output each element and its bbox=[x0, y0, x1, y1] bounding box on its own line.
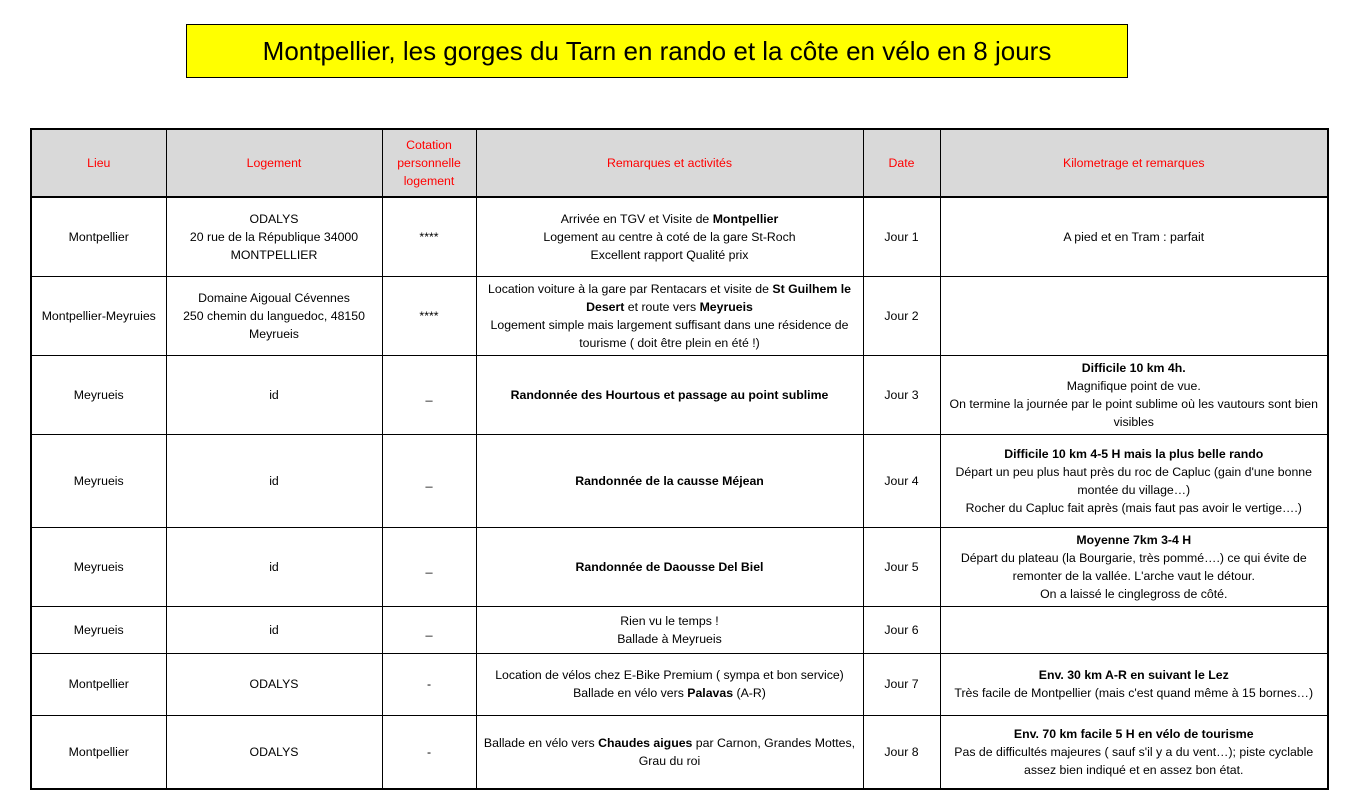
header-date: Date bbox=[863, 129, 940, 197]
cell-kilometrage bbox=[940, 527, 1328, 606]
cell-logement: ODALYS bbox=[166, 715, 382, 789]
remarques-line bbox=[481, 684, 859, 702]
remarques-text: et route vers bbox=[624, 299, 700, 314]
table-row bbox=[31, 653, 1328, 715]
header-lieu: Lieu bbox=[31, 129, 166, 197]
table-row bbox=[31, 197, 1328, 276]
remarques-line bbox=[481, 734, 859, 752]
remarques-text: Ballade en vélo vers bbox=[573, 686, 688, 700]
cell-kilometrage bbox=[940, 355, 1328, 434]
cell-date: Jour 7 bbox=[863, 653, 940, 715]
cell-date: Jour 3 bbox=[863, 355, 940, 434]
km-line: remonter de la vallée. L'arche vaut le détour. bbox=[1012, 568, 1255, 583]
table-row bbox=[31, 606, 1328, 653]
remarques-line bbox=[481, 280, 859, 298]
cell-remarques bbox=[476, 715, 863, 789]
km-line: Très facile de Montpellier (mais c'est quand même à 15 bornes…) bbox=[954, 686, 1314, 700]
cell-cotation: - bbox=[382, 653, 476, 715]
cell-lieu: Montpellier bbox=[31, 197, 166, 276]
cell-cotation: _ bbox=[382, 527, 476, 606]
remarques-text: Location voiture à la gare par Rentacars et visite de bbox=[488, 281, 773, 296]
km-line: assez bien indiqué et en assez bon état. bbox=[1024, 762, 1244, 777]
remarques-line: Logement au centre à coté de la gare St-Roch bbox=[543, 229, 796, 244]
remarques-place: Montpellier bbox=[712, 211, 779, 226]
cell-date: Jour 1 bbox=[863, 197, 940, 276]
km-line: Magnifique point de vue. bbox=[1066, 378, 1201, 393]
logement-line: ODALYS bbox=[249, 211, 299, 226]
remarques-place: Desert bbox=[586, 299, 625, 314]
header-kilometrage: Kilometrage et remarques bbox=[940, 129, 1328, 197]
cell-date: Jour 4 bbox=[863, 434, 940, 527]
cell-remarques bbox=[476, 606, 863, 653]
km-line: On a laissé le cinglegross de côté. bbox=[1040, 586, 1228, 601]
cell-logement: id bbox=[166, 355, 382, 434]
remarques-line: Excellent rapport Qualité prix bbox=[590, 247, 749, 262]
remarques-place: Meyrueis bbox=[699, 299, 753, 314]
cell-remarques bbox=[476, 276, 863, 355]
table-row bbox=[31, 715, 1328, 789]
header-cotation bbox=[382, 129, 476, 197]
cell-logement: id bbox=[166, 434, 382, 527]
cell-kilometrage bbox=[940, 276, 1328, 355]
cell-remarques bbox=[476, 197, 863, 276]
remarques-line bbox=[481, 298, 859, 316]
header-logement: Logement bbox=[166, 129, 382, 197]
page-title: Montpellier, les gorges du Tarn en rando et la côte en vélo en 8 jours bbox=[262, 35, 1052, 66]
header-remarques: Remarques et activités bbox=[476, 129, 863, 197]
remarques-place: St Guilhem le bbox=[772, 281, 851, 296]
cell-lieu: Meyrueis bbox=[31, 355, 166, 434]
cell-lieu: Montpellier bbox=[31, 653, 166, 715]
cell-cotation: - bbox=[382, 715, 476, 789]
header-cotation-line: Cotation bbox=[406, 138, 452, 152]
remarques-place: Chaudes aigues bbox=[598, 735, 693, 750]
cell-cotation: _ bbox=[382, 606, 476, 653]
activity-title: Randonnée de Daousse Del Biel bbox=[575, 559, 764, 574]
km-line: Départ un peu plus haut près du roc de Capluc (gain d'une bonne bbox=[955, 464, 1312, 479]
remarques-text: (A-R) bbox=[733, 686, 766, 700]
cell-lieu: Meyrueis bbox=[31, 434, 166, 527]
cell-remarques bbox=[476, 434, 863, 527]
table-row bbox=[31, 527, 1328, 606]
km-summary: Moyenne 7km 3-4 H bbox=[1076, 532, 1192, 547]
logement-line: Domaine Aigoual Cévennes bbox=[198, 290, 350, 305]
km-line: Pas de difficultés majeures ( sauf s'il y a du vent…); piste cyclable bbox=[954, 744, 1314, 759]
remarques-line: Ballade à Meyrueis bbox=[617, 631, 722, 646]
remarques-line bbox=[481, 210, 859, 228]
remarques-line: Logement simple mais largement suffisant dans une résidence de bbox=[490, 317, 849, 332]
remarques-text: par Carnon, Grandes Mottes, bbox=[692, 735, 856, 750]
remarques-text: Ballade en vélo vers bbox=[483, 735, 599, 750]
table-row bbox=[31, 434, 1328, 527]
remarques-line: Location de vélos chez E-Bike Premium ( sympa et bon service) bbox=[495, 668, 844, 682]
logement-line: Meyrueis bbox=[249, 326, 299, 341]
cell-lieu: Meyrueis bbox=[31, 606, 166, 653]
table-row bbox=[31, 276, 1328, 355]
cell-date: Jour 8 bbox=[863, 715, 940, 789]
km-line: On termine la journée par le point sublime où les vautours sont bien bbox=[949, 396, 1318, 411]
cell-date: Jour 6 bbox=[863, 606, 940, 653]
cell-cotation: **** bbox=[382, 276, 476, 355]
cell-kilometrage: A pied et en Tram : parfait bbox=[940, 197, 1328, 276]
cell-date: Jour 5 bbox=[863, 527, 940, 606]
cell-cotation: _ bbox=[382, 434, 476, 527]
cell-remarques bbox=[476, 527, 863, 606]
km-line: visibles bbox=[1113, 414, 1154, 429]
header-row bbox=[31, 129, 1328, 197]
cell-kilometrage bbox=[940, 434, 1328, 527]
km-line: Départ du plateau (la Bourgarie, très pommé….) ce qui évite de bbox=[960, 550, 1307, 565]
km-line: montée du village…) bbox=[1077, 482, 1191, 497]
cell-logement: id bbox=[166, 527, 382, 606]
remarques-line: Grau du roi bbox=[638, 753, 701, 768]
cell-cotation: _ bbox=[382, 355, 476, 434]
cell-logement: ODALYS bbox=[166, 653, 382, 715]
cell-date: Jour 2 bbox=[863, 276, 940, 355]
cell-logement: id bbox=[166, 606, 382, 653]
cell-kilometrage bbox=[940, 715, 1328, 789]
cell-remarques bbox=[476, 355, 863, 434]
cell-logement bbox=[166, 197, 382, 276]
cell-cotation: **** bbox=[382, 197, 476, 276]
remarques-place: Palavas bbox=[687, 686, 734, 700]
km-summary: Difficile 10 km 4h. bbox=[1081, 360, 1186, 375]
remarques-line: tourisme ( doit être plein en été !) bbox=[579, 335, 760, 350]
cell-remarques bbox=[476, 653, 863, 715]
header-cotation-line: personnelle bbox=[397, 156, 461, 170]
itinerary-table bbox=[30, 128, 1329, 790]
cell-kilometrage bbox=[940, 653, 1328, 715]
km-summary: Difficile 10 km 4-5 H mais la plus belle rando bbox=[1004, 446, 1264, 461]
cell-lieu: Meyrueis bbox=[31, 527, 166, 606]
cell-lieu: Montpellier bbox=[31, 715, 166, 789]
logement-line: 20 rue de la République 34000 bbox=[189, 229, 359, 244]
cell-kilometrage bbox=[940, 606, 1328, 653]
activity-title: Randonnée des Hourtous et passage au point sublime bbox=[510, 387, 829, 402]
logement-line: 250 chemin du languedoc, 48150 bbox=[183, 308, 365, 323]
remarques-text: Arrivée en TGV et Visite de bbox=[560, 211, 713, 226]
table-row bbox=[31, 355, 1328, 434]
header-cotation-line: logement bbox=[403, 174, 455, 188]
km-line: Rocher du Capluc fait après (mais faut pas avoir le vertige….) bbox=[965, 500, 1302, 515]
remarques-line: Rien vu le temps ! bbox=[620, 613, 719, 628]
km-summary: Env. 70 km facile 5 H en vélo de tourisme bbox=[1013, 726, 1254, 741]
cell-lieu: Montpellier-Meyruies bbox=[31, 276, 166, 355]
logement-line: MONTPELLIER bbox=[230, 247, 318, 262]
km-summary: Env. 30 km A-R en suivant le Lez bbox=[1038, 668, 1229, 682]
cell-logement bbox=[166, 276, 382, 355]
title-banner bbox=[186, 24, 1128, 78]
activity-title: Randonnée de la causse Méjean bbox=[575, 473, 764, 488]
